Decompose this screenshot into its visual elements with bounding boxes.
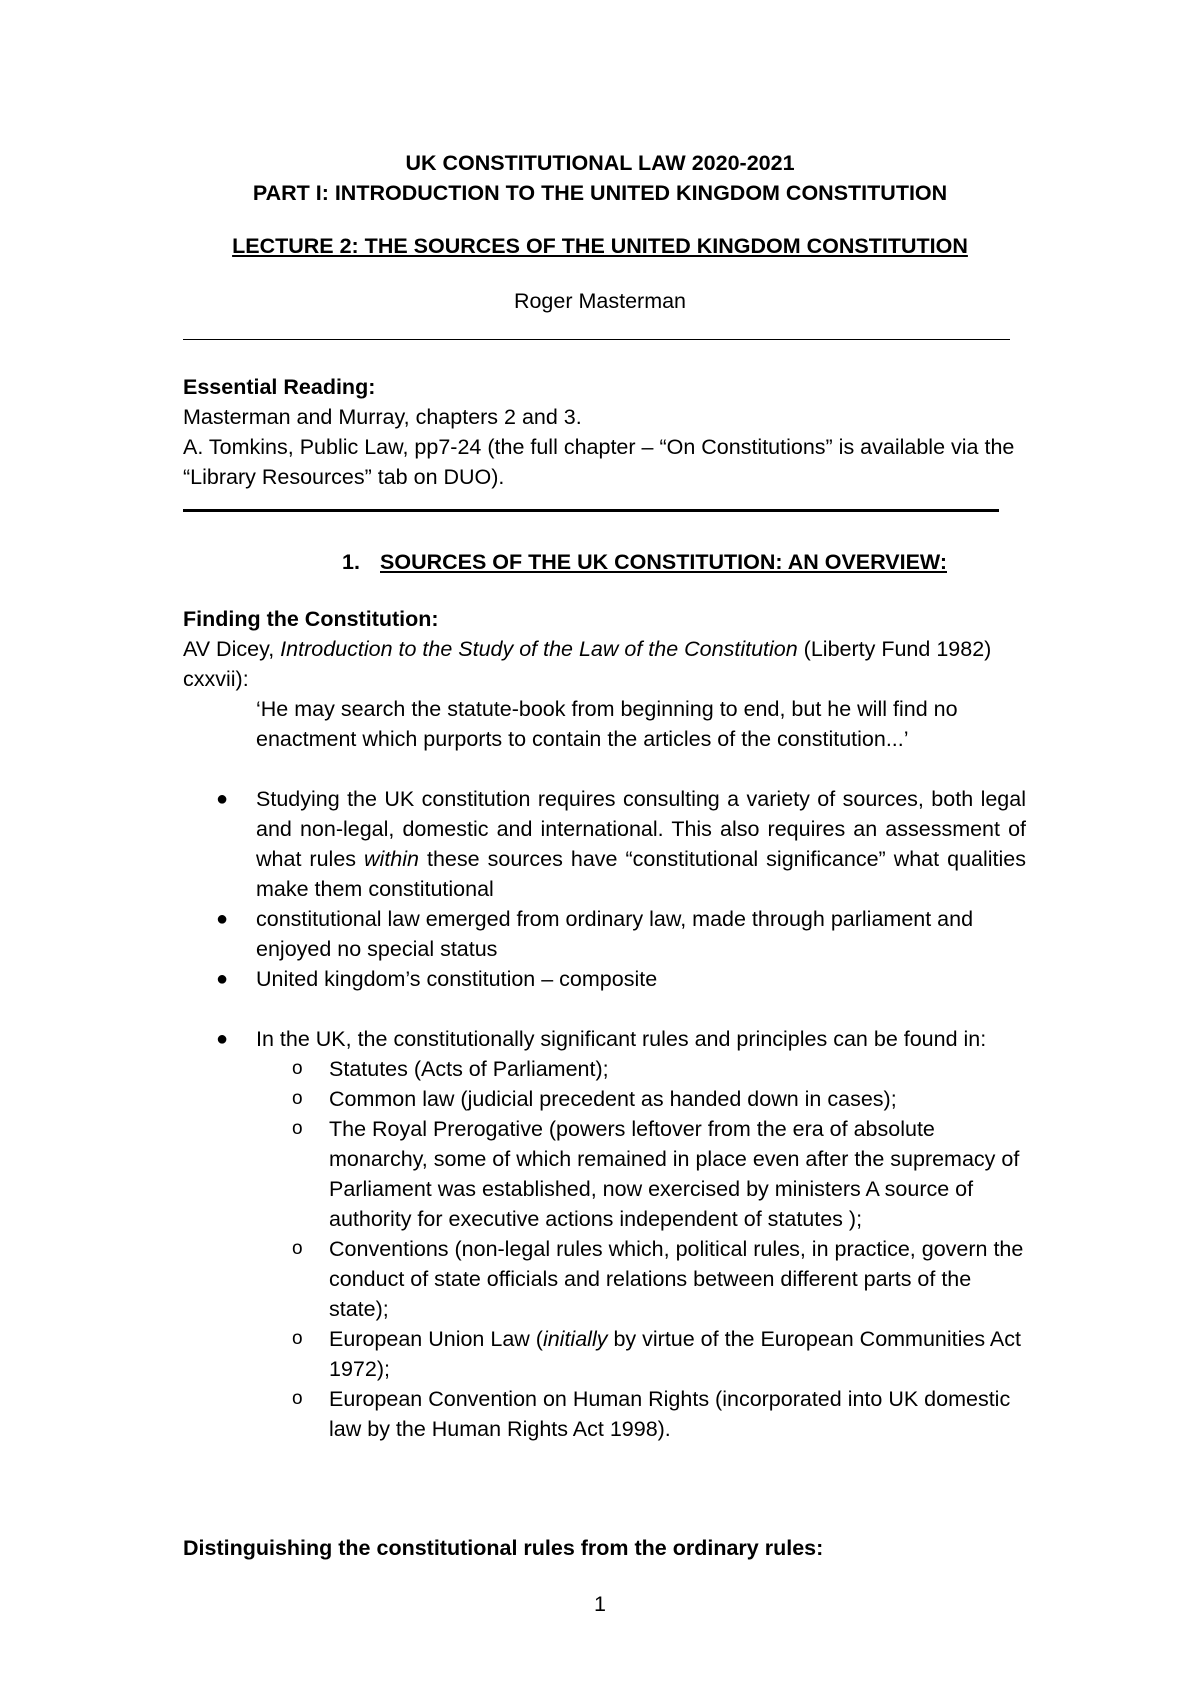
bullet-item-1: Studying the UK constitution requires consulting a variety of sources, both legal and non-legal, domestic and international. This also requires an assessment of what rules within these sources have “constitutional significance” what qualities make them constitutional [256,787,1026,901]
lecture-title: LECTURE 2: THE SOURCES OF THE UNITED KINGDOM CONSTITUTION [232,234,968,258]
reading-item-2: A. Tomkins, Public Law, pp7-24 (the full chapter – “On Constitutions” is available via the “Library Resources” tab on DUO). [183,435,1015,489]
bullet-icon: ● [216,968,229,990]
source-item-royal-prerogative: The Royal Prerogative (powers leftover from the era of absolute monarchy, some of which remained in place even after the supremacy of Parliament was established, now exercised by ministers A source of authority for executive actions independent of statutes ); [329,1117,1020,1231]
bullet-item-2: constitutional law emerged from ordinary law, made through parliament and enjoyed no special status [256,907,974,961]
page-number: 1 [594,1592,606,1616]
bullet-icon: ● [216,1028,229,1050]
circle-bullet-icon: o [292,1088,303,1109]
circle-bullet-icon: o [292,1058,303,1079]
source-item-statutes: Statutes (Acts of Parliament); [329,1057,609,1081]
bullet-icon: ● [216,908,229,930]
source-item-common-law: Common law (judicial precedent as handed down in cases); [329,1087,897,1111]
thin-divider [183,339,1010,340]
circle-bullet-icon: o [292,1388,303,1409]
finding-heading: Finding the Constitution: [183,607,439,631]
source-item-conventions: Conventions (non-legal rules which, political rules, in practice, govern the conduct of state officials and relations between different parts of the state); [329,1237,1024,1321]
circle-bullet-icon: o [292,1118,303,1139]
section-number: 1. [342,550,360,574]
citation-details: (Liberty Fund 1982) cxxvii): [183,637,992,691]
section-title: SOURCES OF THE UK CONSTITUTION: AN OVERVIEW: [380,550,947,574]
thick-divider [183,509,999,512]
reading-item-1: Masterman and Murray, chapters 2 and 3. [183,405,582,429]
bullet-item-4: In the UK, the constitutionally significant rules and principles can be found in: [256,1027,987,1051]
bullet-icon: ● [216,788,229,810]
reading-heading: Essential Reading: [183,375,376,399]
author-name: Roger Masterman [513,289,687,313]
part-title: PART I: INTRODUCTION TO THE UNITED KINGDOM CONSTITUTION [252,181,948,205]
source-item-eu-law: European Union Law (initially by virtue of the European Communities Act 1972); [329,1327,1021,1381]
bullet-item-3: United kingdom’s constitution – composite [256,967,658,991]
distinguishing-heading: Distinguishing the constitutional rules from the ordinary rules: [183,1536,824,1560]
dicey-citation [183,634,1025,694]
course-title: UK CONSTITUTIONAL LAW 2020-2021 [405,151,795,175]
citation-author: AV Dicey, [183,637,281,661]
dicey-quote: ‘He may search the statute-book from beginning to end, but he will find no enactment which purports to contain the articles of the constitution...’ [256,697,958,751]
citation-book-title: Introduction to the Study of the Law of the Constitution [280,637,798,661]
circle-bullet-icon: o [292,1238,303,1259]
source-item-echr: European Convention on Human Rights (incorporated into UK domestic law by the Human Rights Act 1998). [329,1387,1011,1441]
circle-bullet-icon: o [292,1328,303,1349]
